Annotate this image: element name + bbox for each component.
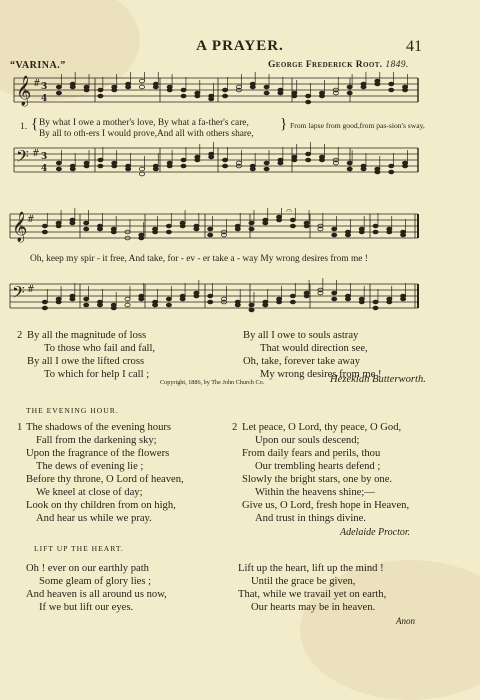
note-head (98, 94, 103, 98)
note-head (167, 88, 172, 92)
note-head (139, 236, 144, 240)
note-head (195, 94, 200, 98)
poem-line: Our hearts may be in heaven. (251, 602, 376, 613)
note-head (306, 158, 311, 162)
svg-text:𝄞: 𝄞 (16, 76, 32, 106)
poem-line: Slowly the bright stars, one by one. (242, 474, 393, 485)
lift-up-right (238, 562, 386, 614)
note-head (98, 88, 103, 92)
note-head (401, 297, 406, 301)
note-head (84, 164, 89, 168)
note-head (263, 221, 268, 225)
note-head (84, 227, 89, 231)
note-head (139, 79, 144, 83)
note-head (375, 82, 380, 86)
note-head (373, 230, 378, 234)
note-head (195, 158, 200, 162)
note-head (194, 294, 199, 298)
side-note: From lapse from good,from pas-sion's sway, (290, 121, 425, 130)
note-head (306, 152, 311, 156)
note-head (209, 155, 214, 159)
note-head (389, 82, 394, 86)
note-head (42, 300, 47, 304)
treble-staff-2 (0, 208, 480, 248)
note-head (56, 85, 61, 89)
note-head (319, 94, 324, 98)
note-head (181, 94, 186, 98)
poem-line: And hear us while we pray. (36, 513, 152, 524)
note-head (319, 158, 324, 162)
poem-line: Give us, O Lord, fresh hope in Heaven, (242, 500, 410, 511)
note-head (304, 224, 309, 228)
note-head (222, 88, 227, 92)
note-head (209, 97, 214, 101)
evening-stanza1 (26, 421, 184, 525)
note-head (112, 88, 117, 92)
poem-line: By all the magnitude of loss (27, 330, 147, 341)
brace-close-icon: } (280, 116, 288, 132)
note-head (264, 161, 269, 165)
note-head (181, 158, 186, 162)
poem-line: That, while we travail yet on earth, (238, 589, 387, 600)
note-head (290, 294, 295, 298)
note-head (345, 233, 350, 237)
note-head (375, 170, 380, 174)
note-head (167, 164, 172, 168)
note-head (373, 306, 378, 310)
poem-line: If we but lift our eyes. (39, 602, 134, 613)
note-head (70, 297, 75, 301)
section-heading-evening-hour: THE EVENING HOUR. (26, 406, 119, 415)
hymn-author: Hezekiah Butterworth. (330, 374, 426, 385)
note-head (42, 224, 47, 228)
note-head (290, 300, 295, 304)
poem-line: Fall from the darkening sky; (36, 435, 157, 446)
note-head (304, 294, 309, 298)
evening-stanza2 (242, 421, 409, 525)
verse-number: 1. (20, 122, 28, 132)
note-head (56, 167, 61, 171)
note-head (166, 224, 171, 228)
bass-staff-2 (0, 278, 480, 318)
note-head (56, 91, 61, 95)
note-head (347, 91, 352, 95)
svg-text:𝄞: 𝄞 (12, 212, 28, 242)
note-head (97, 303, 102, 307)
note-head (166, 297, 171, 301)
poem-line: My wrong desires from me ! (260, 369, 382, 380)
note-head (277, 218, 282, 222)
note-head (97, 227, 102, 231)
note-head (166, 230, 171, 234)
poem-line: Upon the fragrance of the flowers (26, 448, 170, 459)
note-head (42, 306, 47, 310)
composer-name: George Frederick Root. (268, 60, 383, 70)
note-head (290, 224, 295, 228)
section-heading-lift-up: LIFT UP THE HEART. (34, 544, 124, 553)
note-head (56, 161, 61, 165)
brace-open-icon: { (31, 116, 39, 132)
note-head (402, 88, 407, 92)
note-head (208, 294, 213, 298)
note-head (332, 297, 337, 301)
bass-staff-1 (0, 142, 480, 182)
note-head (84, 88, 89, 92)
note-head (235, 227, 240, 231)
note-head (278, 161, 283, 165)
poem-line: The shadows of the evening hours (26, 422, 172, 433)
note-head (111, 306, 116, 310)
poem-line: Upon our souls descend; (255, 435, 360, 446)
note-head (249, 308, 254, 312)
note-head (125, 297, 130, 301)
note-head (373, 300, 378, 304)
svg-text:4: 4 (41, 164, 48, 174)
note-head (139, 172, 144, 176)
tune-name: “VARINA.” (10, 60, 66, 71)
note-head (70, 167, 75, 171)
svg-text:#: # (32, 149, 40, 159)
evening-stanza1-number: 1 (17, 422, 23, 433)
note-head (373, 224, 378, 228)
svg-text:4: 4 (41, 94, 48, 104)
note-head (249, 221, 254, 225)
note-head (153, 85, 158, 89)
note-head (345, 297, 350, 301)
svg-text:#: # (33, 79, 41, 89)
refrain-lyrics: Oh, keep my spir - it free, And take, for - ev - er take a - way My wrong desires from me ! (30, 254, 368, 264)
note-head (306, 94, 311, 98)
note-head (249, 227, 254, 231)
note-head (222, 164, 227, 168)
note-head (153, 167, 158, 171)
note-head (359, 300, 364, 304)
note-head (250, 167, 255, 171)
note-head (263, 303, 268, 307)
svg-text:3: 3 (41, 82, 48, 92)
note-head (332, 227, 337, 231)
note-head (292, 158, 297, 162)
note-head (222, 94, 227, 98)
note-head (292, 94, 297, 98)
note-head (56, 300, 61, 304)
note-head (389, 170, 394, 174)
note-head (98, 164, 103, 168)
poem-line: Oh ! ever on our earthly path (26, 563, 149, 574)
note-head (277, 300, 282, 304)
poem-line: To which for help I call ; (44, 369, 150, 380)
note-head (125, 303, 130, 307)
evening-author: Adelaide Proctor. (340, 527, 411, 538)
note-head (139, 85, 144, 89)
poem-line: The dews of evening lie ; (36, 461, 144, 472)
note-head (387, 230, 392, 234)
poem-line: Before thy throne, O Lord of heaven, (26, 474, 184, 485)
note-head (249, 303, 254, 307)
note-head (84, 297, 89, 301)
poem-line: Some gleam of glory lies ; (39, 576, 152, 587)
note-head (180, 224, 185, 228)
composer-year: 1849. (385, 60, 409, 70)
note-head (264, 91, 269, 95)
poem-line: And trust in things divine. (255, 513, 366, 524)
note-head (194, 227, 199, 231)
note-head (126, 167, 131, 171)
poem-line: Let peace, O Lord, thy peace, O God, (242, 422, 402, 433)
note-head (359, 230, 364, 234)
svg-text:#: # (27, 285, 35, 295)
poem-line: Lift up the heart, lift up the mind ! (238, 563, 384, 574)
note-head (389, 88, 394, 92)
note-head (361, 167, 366, 171)
poem-line: We kneel at close of day; (36, 487, 143, 498)
note-head (98, 158, 103, 162)
note-head (389, 164, 394, 168)
note-head (181, 88, 186, 92)
note-head (290, 218, 295, 222)
page-title: A PRAYER. (196, 38, 284, 54)
note-head (306, 100, 311, 104)
note-head (222, 158, 227, 162)
stanza2-left (27, 329, 155, 381)
note-head (347, 85, 352, 89)
svg-text:𝄢: 𝄢 (16, 146, 29, 170)
note-head (347, 161, 352, 165)
note-head (278, 91, 283, 95)
note-head (56, 224, 61, 228)
poem-line: That would direction see, (260, 343, 368, 354)
note-head (126, 85, 131, 89)
note-head (166, 303, 171, 307)
note-head (112, 164, 117, 168)
note-head (70, 85, 75, 89)
note-head (111, 230, 116, 234)
note-head (332, 291, 337, 295)
note-head (235, 303, 240, 307)
note-head (42, 230, 47, 234)
note-head (181, 164, 186, 168)
note-head (402, 164, 407, 168)
poem-line: From daily fears and perils, thou (242, 448, 381, 459)
poem-line: Our trembling hearts defend ; (255, 461, 381, 472)
note-head (264, 167, 269, 171)
note-head (84, 221, 89, 225)
treble-staff-1 (0, 72, 480, 112)
stanza2-number: 2 (17, 330, 23, 341)
note-head (208, 300, 213, 304)
poem-line: By all I owe the lifted cross (27, 356, 145, 367)
note-head (250, 85, 255, 89)
lift-up-left (26, 562, 167, 614)
lift-up-author: Anon (396, 616, 415, 626)
note-head (139, 167, 144, 171)
svg-text:𝄐: 𝄐 (286, 208, 293, 217)
note-head (387, 300, 392, 304)
poem-line: Within the heavens shine;— (255, 487, 375, 498)
note-head (153, 230, 158, 234)
note-head (70, 221, 75, 225)
note-head (361, 85, 366, 89)
note-head (332, 233, 337, 237)
note-head (264, 85, 269, 89)
page-number: 41 (406, 38, 422, 55)
note-head (84, 303, 89, 307)
composer-credit (268, 60, 409, 70)
note-head (401, 233, 406, 237)
poem-line: Oh, take, forever take away (243, 356, 361, 367)
svg-text:#: # (27, 215, 35, 225)
svg-text:𝄢: 𝄢 (12, 282, 25, 306)
evening-stanza2-number: 2 (232, 422, 238, 433)
poem-line: By all I owe to souls astray (243, 330, 359, 341)
poem-line: Until the grace be given, (251, 576, 356, 587)
note-head (208, 233, 213, 237)
note-head (180, 297, 185, 301)
note-head (347, 167, 352, 171)
note-head (153, 303, 158, 307)
note-head (139, 297, 144, 301)
note-head (208, 227, 213, 231)
poem-line: Look on thy children from on high, (26, 500, 176, 511)
poem-line: And heaven is all around us now, (26, 589, 167, 600)
svg-text:3: 3 (41, 152, 48, 162)
copyright-line: Copyright, 1886, by The John Church Co. (160, 379, 265, 386)
verse1-line1: By what I owe a mother's love, By what a fa-ther's care, (39, 118, 249, 128)
poem-line: To those who fail and fall, (44, 343, 156, 354)
verse1-line2: By all to oth-ers I would prove,And all with others share, (39, 129, 254, 139)
